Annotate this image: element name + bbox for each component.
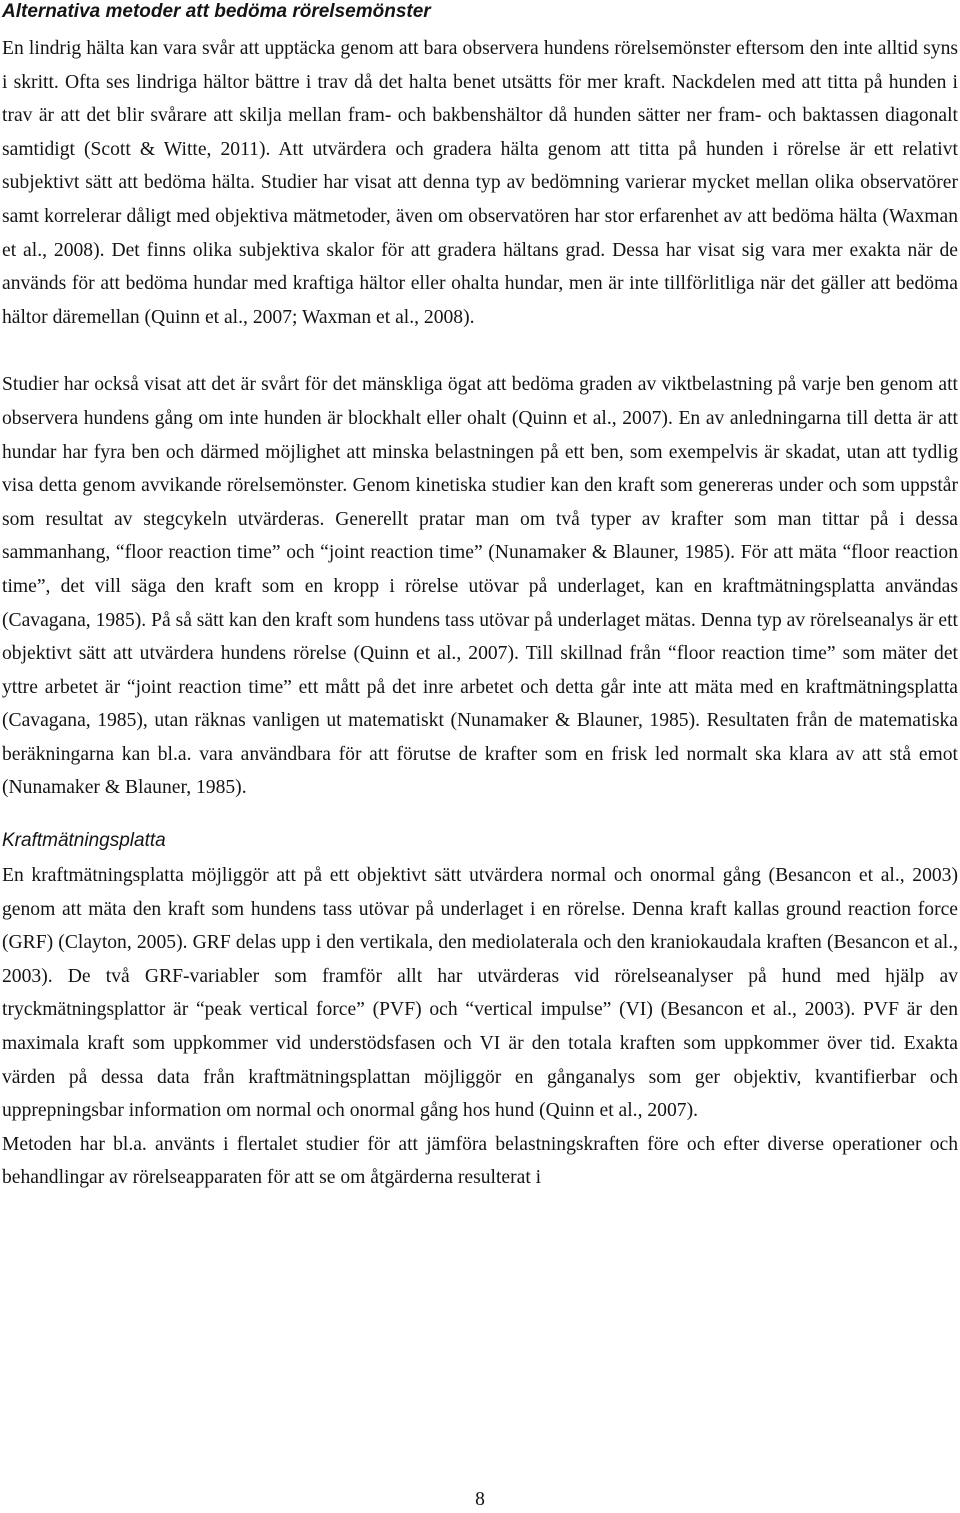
paragraph: Metoden har bl.a. använts i flertalet studier för att jämföra belastningskraften före och efter diverse operationer och behandlingar av rörelseapparaten för att se om åtgärderna resulterat i [2,1133,958,1189]
document-page [2,0,958,1195]
paragraph: Studier har också visat att det är svårt för det mänskliga ögat att bedöma graden av viktbelastning på varje ben genom att observera hundens gång om inte hunden är blockhalt eller ohalt (Quinn et al., 2007). En av anledningarna till detta är att hundar har fyra ben och därmed möjlighet att minska belastningen på ett ben, som exempelvis är skadat, utan att tydlig visa detta genom avvikande rörelsemönster. Genom kinetiska studier kan den kraft som genereras under och som uppstår som resultat av stegcykeln utvärderas. Generellt pratar man om två typer av krafter som man tittar på i dessa sammanhang, “floor reaction time” och “joint reaction time” (Nunamaker & Blauner, 1985). För att mäta “floor reaction time”, det vill säga den kraft som en kropp i rörelse utövar på underlaget, kan en kraftmätningsplatta användas (Cavagana, 1985). På så sätt kan den kraft som hundens tass utövar på underlaget mätas. Denna typ av rörelseanalys är ett objektivt sätt att utvärdera hundens rörelse (Quinn et al., 2007). Till skillnad från “floor reaction time” som mäter det yttre arbetet är “joint reaction time” ett mått på det inre arbetet och detta går inte att mäta med en kraftmätningsplatta (Cavagana, 1985), utan räknas vanligen ut matematiskt (Nunamaker & Blauner, 1985). Resultaten från de matematiska beräkningarna kan bl.a. vara användbara för att förutse de krafter som en frisk led normalt ska klara av att stå emot (Nunamaker & Blauner, 1985). [2,374,958,799]
page-number: 8 [475,1489,485,1510]
paragraph-gap [2,334,958,368]
paragraph: En kraftmätningsplatta möjliggör att på ett objektivt sätt utvärdera normal och onormal gång (Besancon et al., 2003) genom att mäta den kraft som hundens tass utövar på underlaget i en rörelse. Denna kraft kallas ground reaction force (GRF) (Clayton, 2005). GRF delas upp i den vertikala, den mediolaterala och den kraniokaudala kraften (Besancon et al., 2003). De två GRF-variabler som framför allt har utvärderas vid rörelseanalyser på hund med hjälp av tryckmätningsplattor är “peak vertical force” (PVF) och “vertical impulse” (VI) (Besancon et al., 2003). PVF är den maximala kraft som uppkommer vid understödsfasen och VI är den totala kraften som uppkommer över tid. Exakta värden på dessa data från kraftmätningsplattan möjliggör en gånganalys som ger objektiv, kvantifierbar och upprepningsbar information om normal och onormal gång hos hund (Quinn et al., 2007). [2,865,958,1122]
subsection-heading: Kraftmätningsplatta [2,830,166,852]
paragraph: En lindrig hälta kan vara svår att upptäcka genom att bara observera hundens rörelsemönster eftersom den inte alltid syns i skritt. Ofta ses lindriga hältor bättre i trav då det halta benet utsätts för mer kraft. Nackdelen med att titta på hunden i trav är att det blir svårare att skilja mellan fram- och bakbenshältor då hunden sätter ner fram- och baktassen diagonalt samtidigt (Scott & Witte, 2011). Att utvärdera och gradera hälta genom att titta på hunden i rörelse är ett relativt subjektivt sätt att bedöma hälta. Studier har visat att denna typ av bedömning varierar mycket mellan olika observatörer samt korrelerar dåligt med objektiva mätmetoder, även om observatören har stor erfarenhet av att bedöma hälta (Waxman et al., 2008). Det finns olika subjektiva skalor för att gradera hältans grad. Dessa har visat sig vara mer exakta när de används för att bedöma hundar med kraftiga hältor eller ohalta hundar, men är inte tillförlitliga när det gäller att bedöma hältor däremellan (Quinn et al., 2007; Waxman et al., 2008). [2,38,958,328]
section-heading: Alternativa metoder att bedöma rörelsemönster [2,1,431,22]
